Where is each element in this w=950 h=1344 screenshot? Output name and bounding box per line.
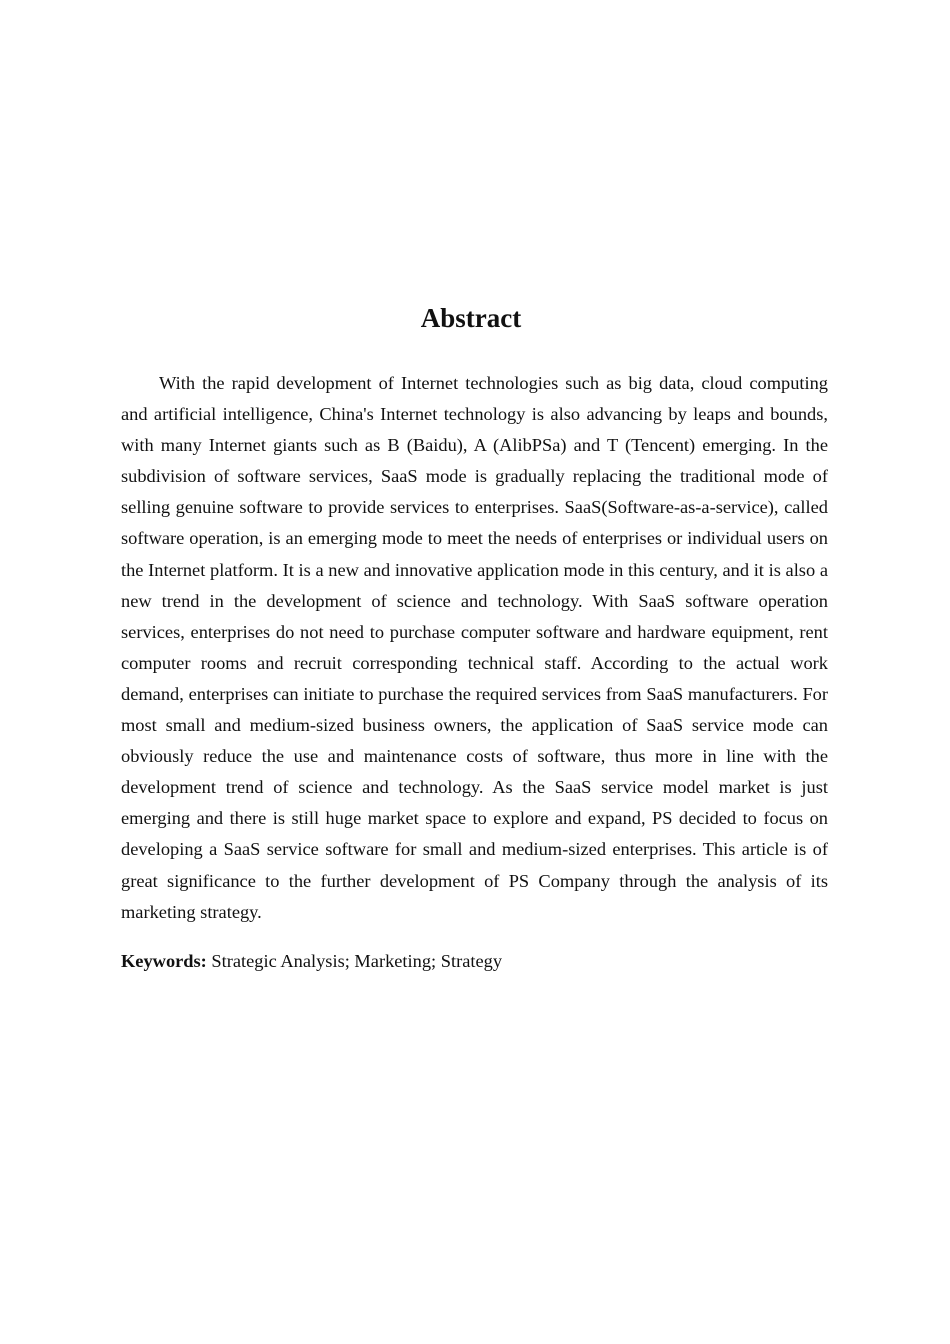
keywords-line [121,946,828,977]
abstract-title: Abstract [420,303,522,333]
keywords-text: Strategic Analysis; Marketing; Strategy [206,951,503,971]
keywords-label: Keywords: [121,951,207,971]
abstract-paragraph: With the rapid development of Internet technologies such as big data, cloud computing and artificial intelligence, China's Internet technology is also advancing by leaps and bounds, with many Internet giants such as B (Baidu), A (AlibPSa) and T (Tencent) emerging. In the subdivision of software services, SaaS mode is gradually replacing the traditional mode of selling genuine software to provide services to enterprises. SaaS(Software-as-a-service), called software operation, is an emerging mode to meet the needs of enterprises or individual users on the Internet platform. It is a new and innovative application mode in this century, and it is also a new trend in the development of science and technology. With SaaS software operation services, enterprises do not need to purchase computer software and hardware equipment, rent computer rooms and recruit corresponding technical staff. According to the actual work demand, enterprises can initiate to purchase the required services from SaaS manufacturers. For most small and medium-sized business owners, the application of SaaS service mode can obviously reduce the use and maintenance costs of software, thus more in line with the development trend of science and technology. As the SaaS service model market is just emerging and there is still huge market space to explore and expand, PS decided to focus on developing a SaaS service software for small and medium-sized enterprises. This article is of great significance to the further development of PS Company through the analysis of its marketing strategy. [121,373,828,922]
